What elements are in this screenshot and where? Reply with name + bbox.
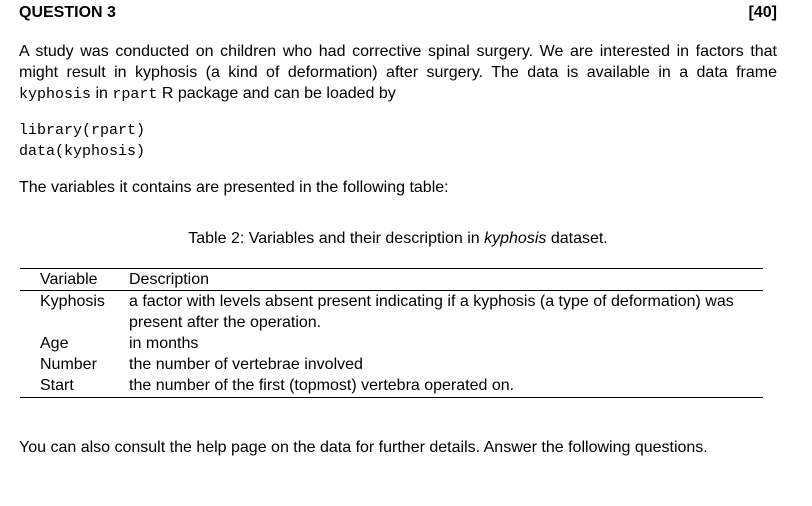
table-row (20, 291, 763, 334)
caption-suffix: dataset. (546, 230, 608, 247)
closing-paragraph: You can also consult the help page on the data for further details. Answer the following questions. (19, 439, 708, 456)
intro-paragraph (19, 41, 777, 105)
cell-variable: Kyphosis (40, 293, 105, 310)
intro-text-2: in (91, 85, 113, 102)
cell-description: the number of the first (topmost) vertebra operated on. (129, 377, 515, 394)
code-block (19, 120, 145, 162)
table-header-row (20, 269, 763, 291)
inline-code-kyphosis: kyphosis (19, 86, 92, 103)
code-line: library(rpart) (19, 122, 146, 139)
cell-variable: Start (40, 377, 74, 394)
question-header (19, 4, 777, 24)
cell-description: the number of vertebrae involved (129, 356, 363, 373)
cell-description: in months (129, 335, 199, 352)
intro-text-1: A study was conducted on children who had corrective spinal surgery. We are interested in factors that might result in kyphosis (a kind of deformation) after surgery. The data is available in a data frame (19, 43, 777, 81)
code-line: data(kyphosis) (19, 143, 146, 160)
table-row (20, 333, 763, 354)
header-description: Description (129, 271, 210, 288)
table-caption (19, 228, 777, 249)
caption-italic: kyphosis (484, 230, 547, 247)
header-variable: Variable (40, 271, 98, 288)
table-lead-text: The variables it contains are presented in the following table: (19, 179, 449, 196)
question-marks: [40] (748, 4, 777, 21)
intro-text-3: R package and can be loaded by (157, 85, 396, 102)
cell-variable: Number (40, 356, 97, 373)
cell-description: a factor with levels absent present indicating if a kyphosis (a type of deformation) was present after the operation. (129, 293, 734, 331)
caption-prefix: Table 2: Variables and their description in (188, 230, 485, 247)
table-row (20, 375, 763, 398)
variables-table (20, 268, 763, 398)
cell-variable: Age (40, 335, 69, 352)
table-row (20, 354, 763, 375)
question-title: QUESTION 3 (19, 4, 116, 21)
inline-code-rpart: rpart (112, 86, 158, 103)
